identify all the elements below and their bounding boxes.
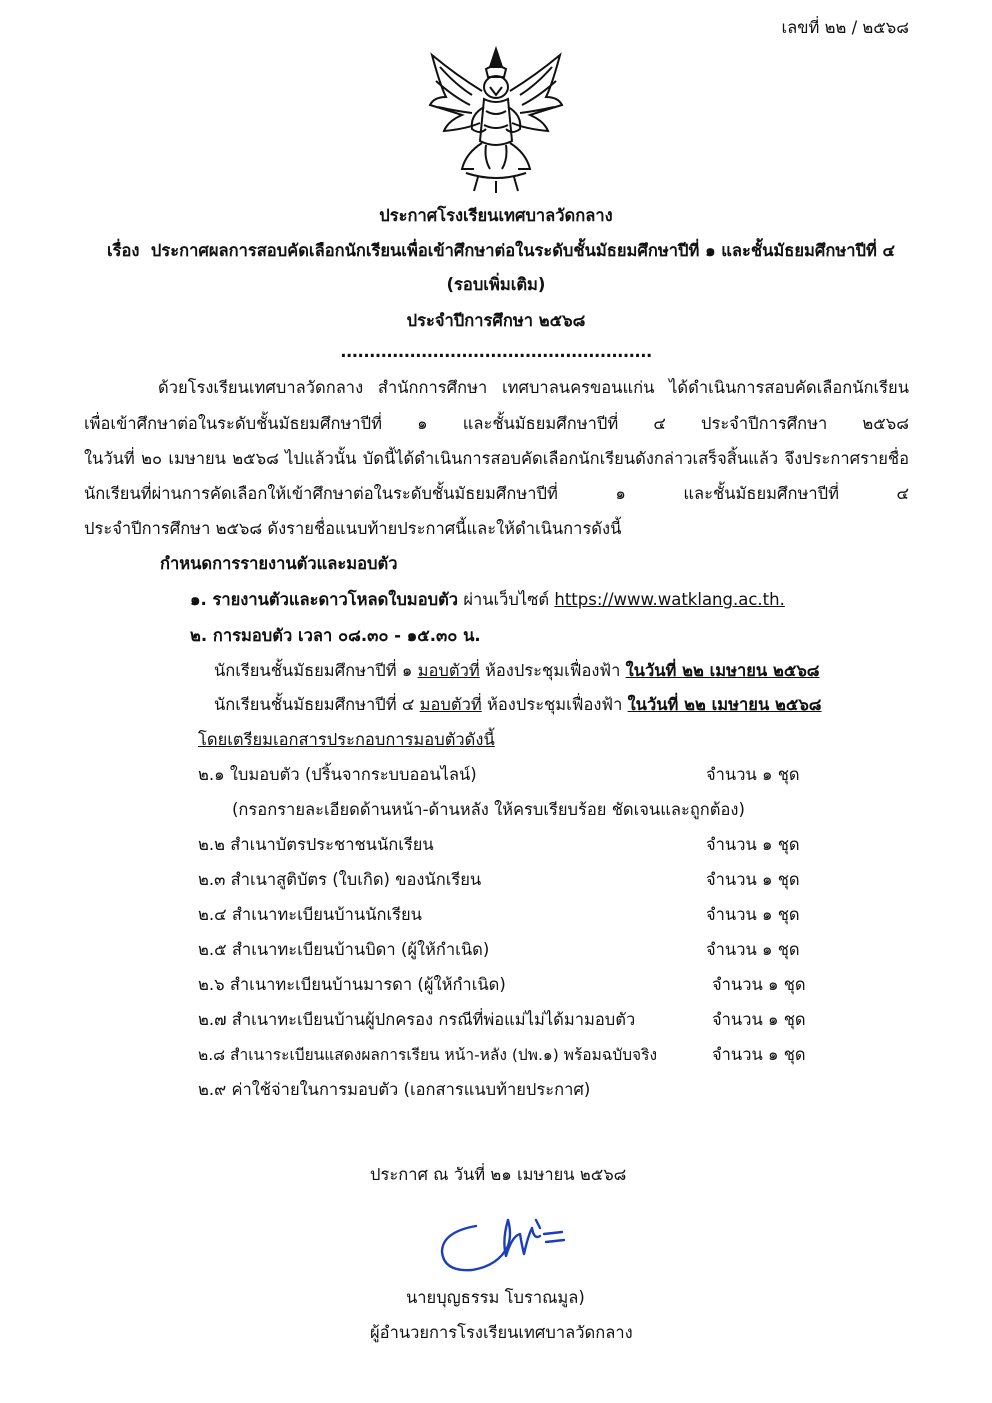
m4-reporting-line [214, 694, 822, 716]
document-item-qty: จำนวน ๑ ชุด [712, 975, 806, 994]
announcement-round: (รอบเพิ่มเติม) [446, 275, 546, 294]
document-item [0, 1079, 992, 1101]
document-item-label: ๒.๒ สำเนาบัตรประชาชนนักเรียน [198, 835, 434, 854]
document-item [0, 834, 992, 856]
step-1 [190, 589, 785, 611]
m4-date: ในวันที่ ๒๒ เมษายน ๒๕๖๘ [627, 695, 822, 714]
m1-prefix: นักเรียนชั้นมัธยมศึกษาปีที่ ๑ [214, 661, 413, 680]
body-line-2: เพื่อเข้าศึกษาต่อในระดับชั้นมัธยมศึกษาปีที่ ๑ และชั้นมัธยมศึกษาปีที่ ๔ ประจำปีการศึกษา ๒๕๖๘ [84, 414, 909, 433]
m1-reporting-line [214, 660, 820, 682]
document-item-qty: จำนวน ๑ ชุด [712, 1045, 806, 1064]
body-line-5: ประจำปีการศึกษา ๒๕๖๘ ดังรายชื่อแนบท้ายประกาศนี้และให้ดำเนินการดังนี้ [84, 519, 622, 538]
m1-date: ในวันที่ ๒๒ เมษายน ๒๕๖๘ [625, 661, 820, 680]
school-website-link[interactable]: https://www.watklang.ac.th. [554, 590, 785, 609]
document-item [0, 939, 992, 961]
signature-icon [436, 1206, 572, 1282]
m4-place-label: มอบตัวที่ [419, 695, 482, 714]
document-item-label: ๒.๙ ค่าใช้จ่ายในการมอบตัว (เอกสารแนบท้ายประกาศ) [198, 1080, 591, 1099]
document-item [0, 974, 992, 996]
announcement-organization: ประกาศโรงเรียนเทศบาลวัดกลาง [379, 206, 613, 225]
document-1-note: (กรอกรายละเอียดด้านหน้า-ด้านหลัง ให้ครบเรียบร้อย ชัดเจนและถูกต้อง) [232, 800, 745, 819]
schedule-heading: กำหนดการรายงานตัวและมอบตัว [160, 554, 398, 573]
document-item-label: ๒.๔ สำเนาทะเบียนบ้านนักเรียน [198, 905, 422, 924]
m1-place-label: มอบตัวที่ [417, 661, 480, 680]
body-line-4: นักเรียนที่ผ่านการคัดเลือกให้เข้าศึกษาต่อในระดับชั้นมัธยมศึกษาปีที่ ๑ และชั้นมัธยมศึกษาปีที่ ๔ [84, 484, 909, 503]
subject-label: เรื่อง [106, 241, 140, 260]
document-item [0, 764, 992, 786]
step-2-label: ๒. การมอบตัว เวลา ๐๘.๓๐ - ๑๕.๓๐ น. [190, 626, 481, 645]
document-item-qty: จำนวน ๑ ชุด [706, 940, 800, 959]
garuda-emblem-icon [426, 45, 566, 195]
document-item-qty: จำนวน ๑ ชุด [706, 765, 800, 784]
document-item [0, 1044, 992, 1066]
document-item [0, 1009, 992, 1031]
subject-text: ประกาศผลการสอบคัดเลือกนักเรียนเพื่อเข้าศึกษาต่อในระดับชั้นมัธยมศึกษาปีที่ ๑ และชั้นมัธยมศึกษาปีที่ ๔ [150, 241, 896, 260]
document-item-qty: จำนวน ๑ ชุด [706, 870, 800, 889]
document-item-label: ๒.๗ สำเนาทะเบียนบ้านผู้ปกครอง กรณีที่พ่อแม่ไม่ได้มามอบตัว [198, 1010, 636, 1029]
document-item [0, 904, 992, 926]
body-line-3: ในวันที่ ๒๐ เมษายน ๒๕๖๘ ไปแล้วนั้น บัดนี้ได้ดำเนินการสอบคัดเลือกนักเรียนดังกล่าวเสร็จสิ้นแล้ว จึงประกาศรายชื่อ [84, 449, 909, 468]
m1-room: ห้องประชุมเฟื่องฟ้า [485, 661, 621, 680]
step-1-label: ๑. รายงานตัวและดาวโหลดใบมอบตัว [190, 590, 459, 609]
document-item-label: ๒.๖ สำเนาทะเบียนบ้านมารดา (ผู้ให้กำเนิด) [198, 975, 506, 994]
document-item-label: ๒.๘ สำเนาระเบียนแสดงผลการเรียน หน้า-หลัง (ปพ.๑) พร้อมฉบับจริง [198, 1046, 658, 1064]
document-item-label: ๒.๓ สำเนาสูติบัตร (ใบเกิด) ของนักเรียน [198, 870, 482, 889]
m4-room: ห้องประชุมเฟื่องฟ้า [487, 695, 623, 714]
document-number: เลขที่ ๒๒ / ๒๕๖๘ [781, 18, 909, 37]
step-1-via: ผ่านเว็บไซต์ [463, 590, 550, 609]
m4-prefix: นักเรียนชั้นมัธยมศึกษาปีที่ ๔ [214, 695, 415, 714]
announcement-subject [88, 240, 914, 262]
document-item-qty: จำนวน ๑ ชุด [706, 905, 800, 924]
document-item-label: ๒.๑ ใบมอบตัว (ปริ้นจากระบบออนไลน์) [198, 765, 477, 784]
document-item-qty: จำนวน ๑ ชุด [712, 1010, 806, 1029]
document-item [0, 869, 992, 891]
signatory-position: ผู้อำนวยการโรงเรียนเทศบาลวัดกลาง [370, 1323, 633, 1342]
body-line-1: ด้วยโรงเรียนเทศบาลวัดกลาง สำนักการศึกษา เทศบาลนครขอนแก่น ได้ดำเนินการสอบคัดเลือกนักเรียน [158, 378, 909, 397]
document-item-label: ๒.๕ สำเนาทะเบียนบ้านบิดา (ผู้ให้กำเนิด) [198, 940, 490, 959]
header-divider: ...................................................... [340, 342, 652, 361]
academic-year: ประจำปีการศึกษา ๒๕๖๘ [406, 311, 586, 330]
announcement-date: ประกาศ ณ วันที่ ๒๑ เมษายน ๒๕๖๘ [370, 1165, 627, 1184]
signatory-name: นายบุญธรรม โบราณมูล) [406, 1288, 585, 1307]
document-item-qty: จำนวน ๑ ชุด [706, 835, 800, 854]
documents-heading: โดยเตรียมเอกสารประกอบการมอบตัวดังนี้ [198, 730, 495, 749]
